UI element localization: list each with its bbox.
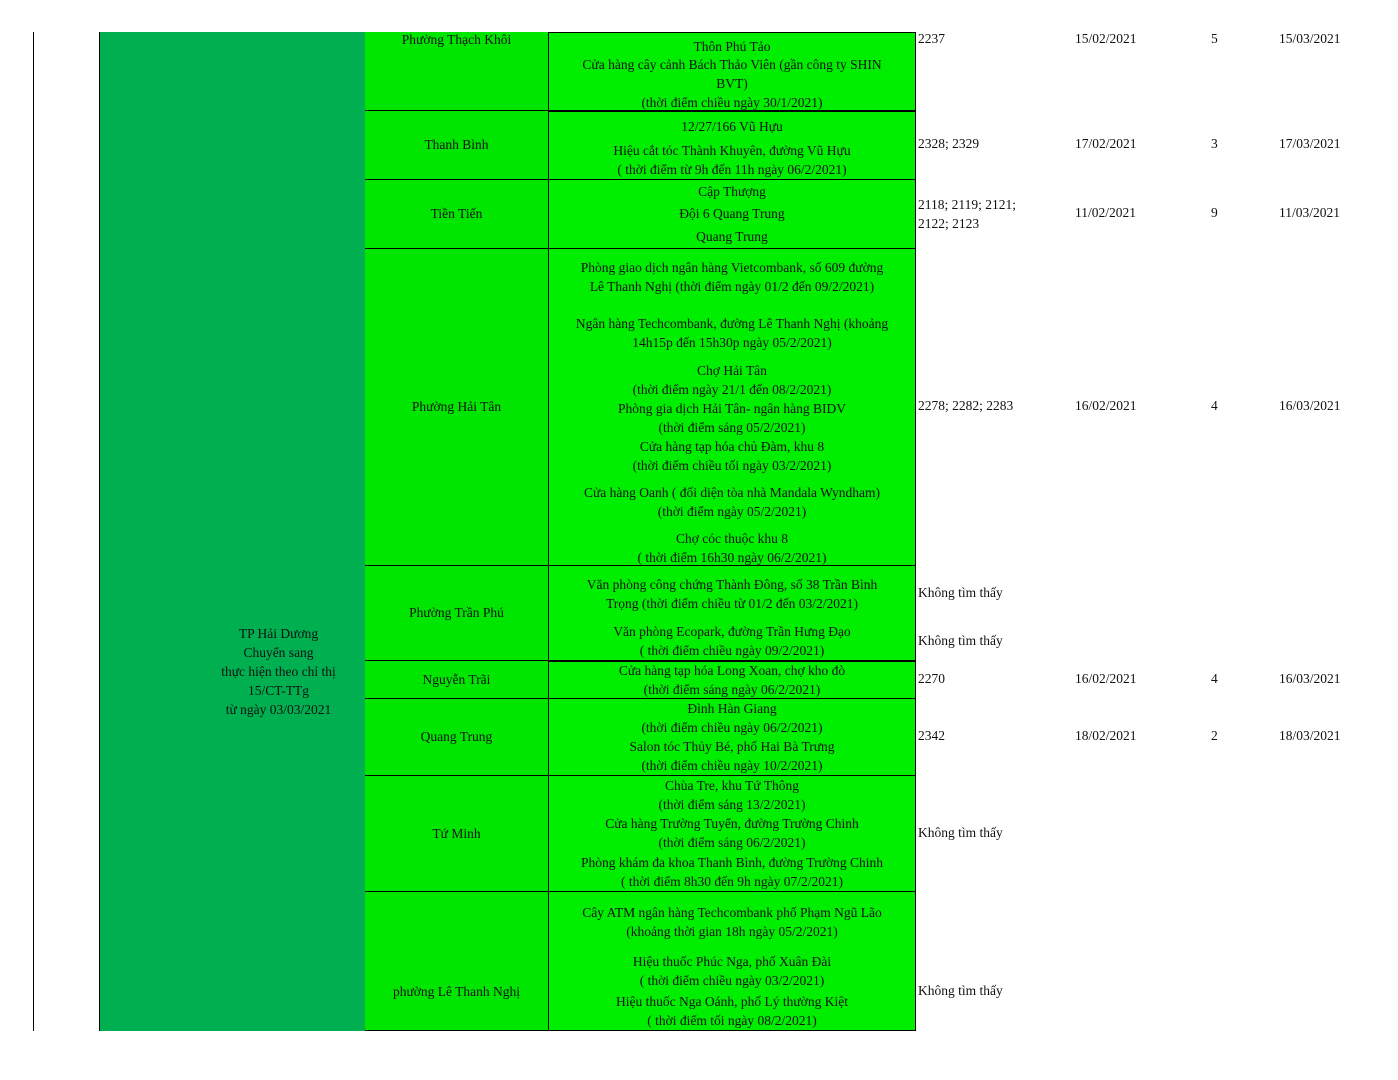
days-count: 5 <box>1211 31 1218 46</box>
last-date: 16/02/2021 <box>1075 671 1137 686</box>
location-line: Cây ATM ngân hàng Techcombank phố Phạm Ngũ Lão <box>582 904 882 920</box>
location-cell <box>548 140 916 180</box>
ward-name: Thanh Bình <box>424 137 489 152</box>
last-date: 16/02/2021 <box>1075 398 1137 413</box>
location-line: Cửa hàng Oanh ( đối diện tòa nhà Mandala Wyndham) <box>583 485 881 500</box>
city-label <box>191 624 366 719</box>
location-cell <box>548 951 916 992</box>
location-line: Chợ cóc thuộc khu 8 <box>675 530 789 546</box>
ward-cell <box>365 566 549 661</box>
ward-name: Tiền Tiến <box>430 206 483 221</box>
location-line: BVT) <box>716 75 748 91</box>
location-line: Salon tóc Thủy Bé, phố Hai Bà Trưng <box>629 739 835 754</box>
end-date: 15/03/2021 <box>1279 31 1341 46</box>
location-line: Trọng (thời điểm chiều từ 01/2 đến 03/2/2021) <box>605 596 859 611</box>
location-line: (thời điểm sáng 13/2/2021) <box>658 797 806 812</box>
location-line: Cửa hàng cây cảnh Bách Thảo Viên (gần công ty SHIN <box>582 56 882 72</box>
city-label-line: TP Hải Dương <box>238 626 319 641</box>
location-cell <box>548 852 916 892</box>
ward-cell <box>365 699 549 776</box>
patient-ids: 2278; 2282; 2283 <box>918 398 1014 413</box>
location-cell <box>548 361 916 400</box>
ward-name: Tứ Minh <box>432 825 481 841</box>
location-line: (thời điểm ngày 21/1 đến 08/2/2021) <box>632 382 832 397</box>
location-line: Phòng khám đa khoa Thanh Bình, đường Trường Chinh <box>580 854 884 870</box>
location-line: Hiệu cắt tóc Thành Khuyên, đường Vũ Hựu <box>613 142 851 158</box>
location-line: (thời điểm chiều ngày 06/2/2021) <box>641 720 823 735</box>
days-count: 4 <box>1211 671 1218 686</box>
location-line: Phòng gia dịch Hải Tân- ngân hàng BIDV <box>617 401 847 416</box>
ward-cell <box>365 892 549 1031</box>
ward-cell <box>365 249 549 566</box>
location-line: ( thời điểm từ 9h đến 11h ngày 06/2/2021) <box>617 161 847 177</box>
location-cell <box>548 814 916 853</box>
location-cell <box>548 305 916 362</box>
patient-ids: 2270 <box>918 671 945 686</box>
location-line: (thời điểm chiều ngày 30/1/2021) <box>641 94 823 110</box>
days-count: 2 <box>1211 728 1218 743</box>
location-line: ( thời điểm chiều ngày 03/2/2021) <box>639 973 825 988</box>
location-cell <box>548 892 916 952</box>
location-line: Thôn Phú Tảo <box>693 38 771 54</box>
ward-name: Phường Hải Tân <box>411 399 502 414</box>
location-cell <box>548 530 916 566</box>
last-date: 15/02/2021 <box>1075 31 1137 46</box>
location-line: Cửa hàng tạp hóa Long Xoan, chợ kho đò <box>618 663 846 678</box>
end-date: 16/03/2021 <box>1279 671 1341 686</box>
patient-ids: Không tìm thấy <box>918 983 1003 998</box>
location-line: (thời điểm chiều tối ngày 03/2/2021) <box>632 457 832 473</box>
location-line: (thời điểm sáng 05/2/2021) <box>658 420 806 435</box>
ward-cell <box>365 32 549 111</box>
location-line: Cửa hàng Trường Tuyển, đường Trường Chinh <box>605 816 859 831</box>
location-cell <box>548 776 916 815</box>
city-label-line: Chuyển sang <box>243 645 314 660</box>
location-line: 12/27/166 Vũ Hựu <box>681 118 783 134</box>
end-date: 17/03/2021 <box>1279 136 1341 151</box>
location-cell <box>548 437 916 475</box>
location-line: ( thời điểm chiều ngày 09/2/2021) <box>639 643 825 658</box>
patient-ids-line: 2122; 2123 <box>918 216 980 231</box>
location-line: Hiệu thuốc Phúc Nga, phố Xuân Đài <box>632 954 832 969</box>
last-date: 18/02/2021 <box>1075 728 1137 743</box>
location-line: ( thời điểm 8h30 đến 9h ngày 07/2/2021) <box>621 873 843 889</box>
location-line: Văn phòng Ecopark, đường Trần Hưng Đạo <box>613 624 851 639</box>
location-cell <box>548 661 916 699</box>
location-line: (thời điểm sáng ngày 06/2/2021) <box>643 682 821 697</box>
location-line: Chợ Hải Tân <box>697 363 767 378</box>
location-line: ( thời điểm tối ngày 08/2/2021) <box>647 1012 817 1028</box>
city-label-line: từ ngày 03/03/2021 <box>225 702 332 717</box>
location-line: Hiệu thuốc Nga Oánh, phố Lý thường Kiệt <box>616 993 848 1009</box>
location-cell <box>548 991 916 1031</box>
end-date: 11/03/2021 <box>1279 205 1341 220</box>
patient-ids: Không tìm thấy <box>918 633 1003 648</box>
ward-name: Phường Trần Phú <box>409 605 504 620</box>
location-line: (thời điểm chiều ngày 10/2/2021) <box>641 758 823 773</box>
page-left-rule <box>33 32 34 1031</box>
patient-ids: 2342 <box>918 728 945 743</box>
ward-cell <box>365 776 549 892</box>
last-date: 11/02/2021 <box>1075 205 1137 220</box>
location-line: (khoảng thời gian 18h ngày 05/2/2021) <box>626 923 838 939</box>
location-line: Ngân hàng Techcombank, đường Lê Thanh Nghị (khoảng <box>575 316 889 331</box>
location-line: Đình Hàn Giang <box>687 701 777 716</box>
ward-name: Phường Thạch Khôi <box>401 32 512 47</box>
days-count: 3 <box>1211 136 1218 151</box>
location-line: Chùa Tre, khu Tứ Thông <box>665 778 799 793</box>
ward-cell <box>365 180 549 249</box>
patient-ids: Không tìm thấy <box>918 825 1003 840</box>
location-cell <box>548 474 916 531</box>
city-label-line: thực hiện theo chỉ thị <box>221 664 336 679</box>
location-cell <box>548 699 916 738</box>
last-date: 17/02/2021 <box>1075 136 1137 151</box>
location-line: Cửa hàng tạp hóa chủ Đàm, khu 8 <box>639 438 825 454</box>
column-index-cell <box>99 32 192 1031</box>
location-line: 14h15p đến 15h30p ngày 05/2/2021) <box>632 335 832 350</box>
location-cell <box>548 566 916 623</box>
patient-ids: 2328; 2329 <box>918 136 980 151</box>
end-date: 18/03/2021 <box>1279 728 1341 743</box>
location-line: Đội 6 Quang Trung <box>679 206 785 221</box>
days-count: 9 <box>1211 205 1218 220</box>
location-line: Văn phòng công chứng Thành Đông, số 38 Trần Bình <box>586 577 878 592</box>
location-line: ( thời điểm 16h30 ngày 06/2/2021) <box>637 549 827 565</box>
end-date: 16/03/2021 <box>1279 398 1341 413</box>
location-line: Phòng giao dịch ngân hàng Vietcombank, số 609 đường <box>580 260 884 275</box>
ward-name: Quang Trung <box>420 729 493 744</box>
ward-cell <box>365 111 549 180</box>
column-city-cell <box>191 32 366 1031</box>
location-cell <box>548 622 916 661</box>
patient-ids-line: 2118; 2119; 2121; <box>918 197 1017 212</box>
location-line: Lê Thanh Nghị (thời điểm ngày 01/2 đến 09/2/2021) <box>589 279 875 294</box>
city-label-line: 15/CT-TTg <box>247 683 309 698</box>
location-cell <box>548 202 916 226</box>
location-cell <box>548 180 916 203</box>
patient-ids <box>918 195 1016 233</box>
location-cell <box>548 249 916 306</box>
patient-ids: Không tìm thấy <box>918 585 1003 600</box>
location-cell <box>548 225 916 249</box>
location-line: (thời điểm ngày 05/2/2021) <box>657 504 807 519</box>
location-cell <box>548 737 916 776</box>
days-count: 4 <box>1211 398 1218 413</box>
location-cell <box>548 111 916 141</box>
ward-cell <box>365 661 549 699</box>
location-cell <box>548 33 916 57</box>
location-cell <box>548 56 916 111</box>
ward-name: Nguyễn Trãi <box>422 671 491 687</box>
patient-ids: 2237 <box>918 31 945 46</box>
location-line: (thời điểm sáng 06/2/2021) <box>658 835 806 850</box>
location-line: Quang Trung <box>696 229 768 244</box>
ward-name: phường Lê Thanh Nghị <box>392 984 521 999</box>
location-line: Cập Thượng <box>698 183 766 199</box>
location-cell <box>548 399 916 438</box>
